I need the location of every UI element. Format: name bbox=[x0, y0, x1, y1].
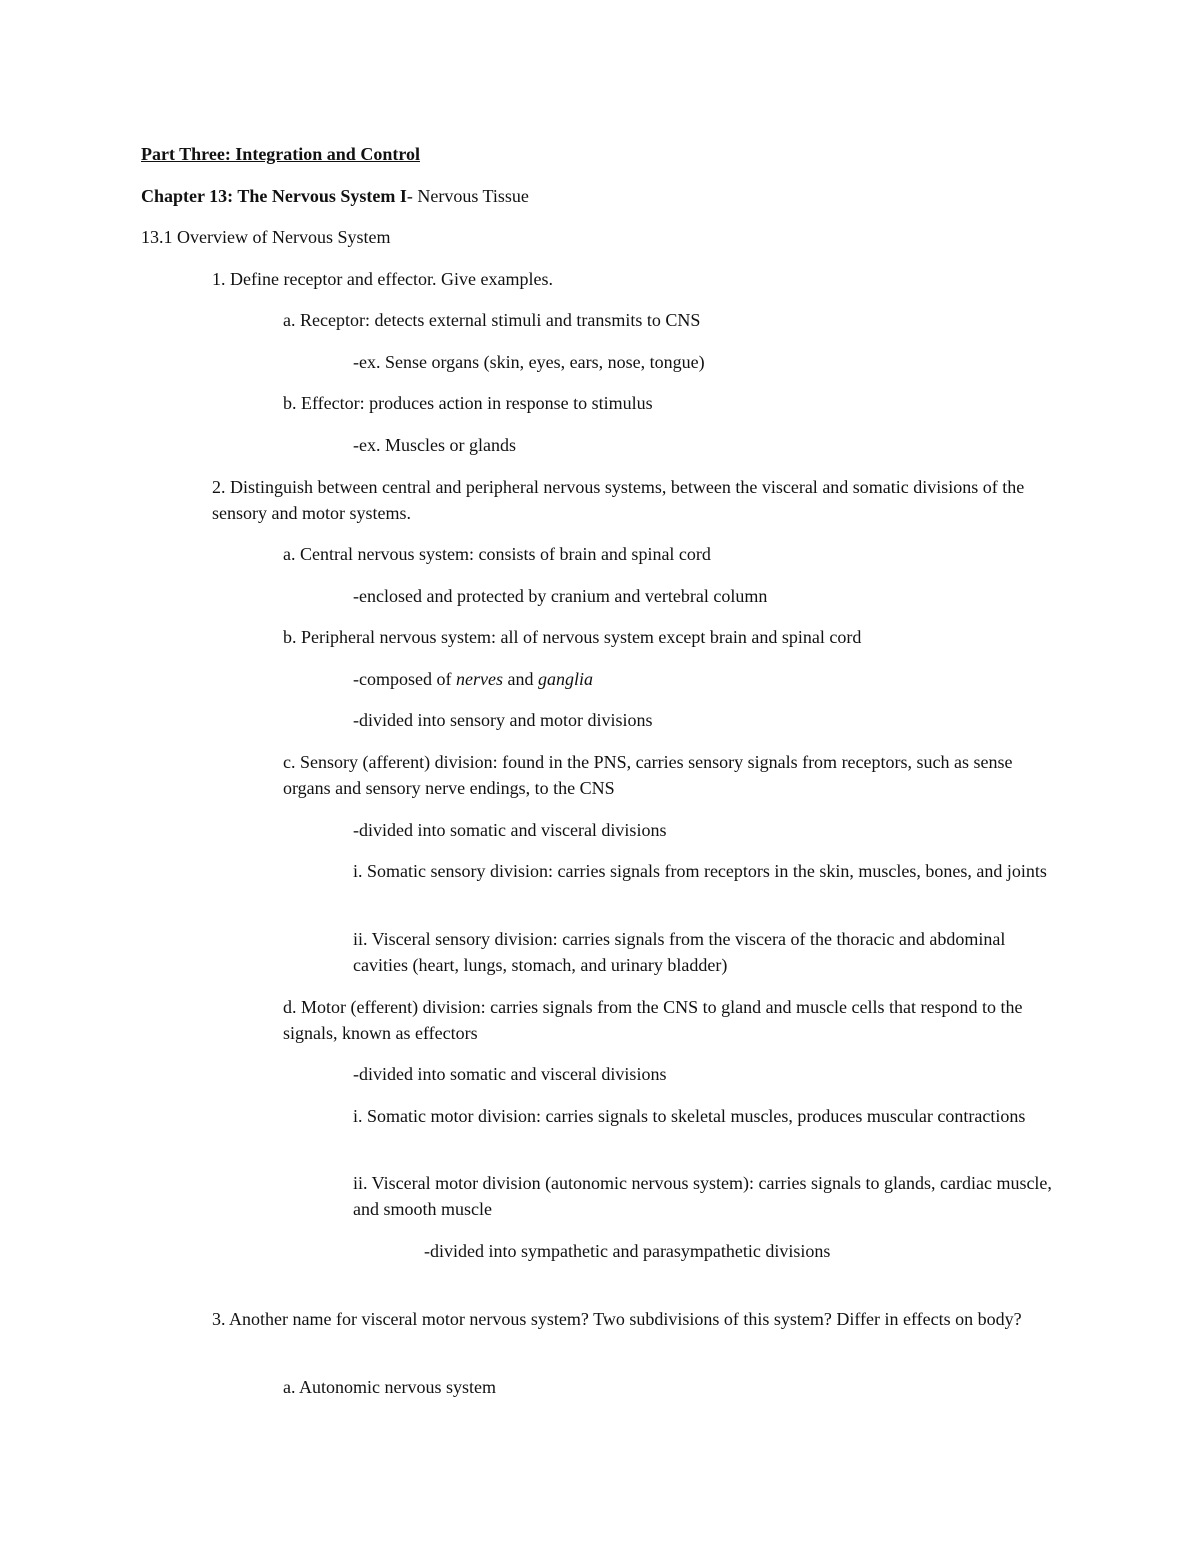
q2-answer-b-divided: -divided into sensory and motor divisions bbox=[353, 710, 653, 730]
nerves-term: nerves bbox=[455, 669, 503, 689]
chapter-title-bold: Chapter 13: The Nervous System I bbox=[141, 186, 407, 206]
q2-answer-d-divided: -divided into somatic and visceral divisions bbox=[353, 1064, 667, 1084]
part-title: Part Three: Integration and Control bbox=[141, 144, 420, 164]
q1-answer-b-example: -ex. Muscles or glands bbox=[353, 435, 516, 455]
q2-answer-c-divided: -divided into somatic and visceral divisions bbox=[353, 820, 667, 840]
composed-and: and bbox=[502, 669, 538, 689]
q2-answer-d-visceral: ii. Visceral motor division (autonomic nervous system): carries signals to glands, cardiac muscle, and smooth muscle bbox=[353, 1173, 1052, 1219]
q2-answer-c: c. Sensory (afferent) division: found in the PNS, carries sensory signals from receptors, such as sense organs and sensory nerve endings, to the CNS bbox=[283, 752, 1013, 798]
q1-answer-a: a. Receptor: detects external stimuli and transmits to CNS bbox=[283, 310, 701, 330]
q2-answer-c-visceral: ii. Visceral sensory division: carries signals from the viscera of the thoracic and abdominal cavities (heart, lungs, stomach, and urinary bladder) bbox=[353, 929, 1006, 975]
q2-answer-c-somatic: i. Somatic sensory division: carries signals from receptors in the skin, muscles, bones, and joints bbox=[353, 861, 1047, 881]
chapter-title bbox=[141, 183, 1051, 209]
q2-answer-d-somatic: i. Somatic motor division: carries signals to skeletal muscles, produces muscular contractions bbox=[353, 1106, 1026, 1126]
q2-answer-a: a. Central nervous system: consists of brain and spinal cord bbox=[283, 544, 711, 564]
q2-question: 2. Distinguish between central and peripheral nervous systems, between the visceral and somatic divisions of the sensory and motor systems. bbox=[212, 477, 1025, 523]
q2-answer-b: b. Peripheral nervous system: all of nervous system except brain and spinal cord bbox=[283, 627, 862, 647]
q2-answer-d-visceral-divided: -divided into sympathetic and parasympathetic divisions bbox=[424, 1241, 831, 1261]
q1-answer-a-example: -ex. Sense organs (skin, eyes, ears, nose, tongue) bbox=[353, 352, 705, 372]
composed-prefix: -composed of bbox=[353, 669, 456, 689]
q2-answer-d: d. Motor (efferent) division: carries signals from the CNS to gland and muscle cells that respond to the signals, known as effectors bbox=[283, 997, 1023, 1043]
q3-answer-a: a. Autonomic nervous system bbox=[283, 1377, 496, 1397]
q2-answer-b-composed bbox=[353, 666, 1053, 692]
ganglia-term: ganglia bbox=[537, 669, 593, 689]
q2-answer-a-detail: -enclosed and protected by cranium and vertebral column bbox=[353, 586, 768, 606]
q1-question: 1. Define receptor and effector. Give examples. bbox=[212, 269, 554, 289]
chapter-title-rest: - Nervous Tissue bbox=[406, 186, 529, 206]
q1-answer-b: b. Effector: produces action in response to stimulus bbox=[283, 393, 653, 413]
q3-question: 3. Another name for visceral motor nervous system? Two subdivisions of this system? Differ in effects on body? bbox=[212, 1309, 1022, 1329]
section-heading: 13.1 Overview of Nervous System bbox=[141, 227, 391, 247]
